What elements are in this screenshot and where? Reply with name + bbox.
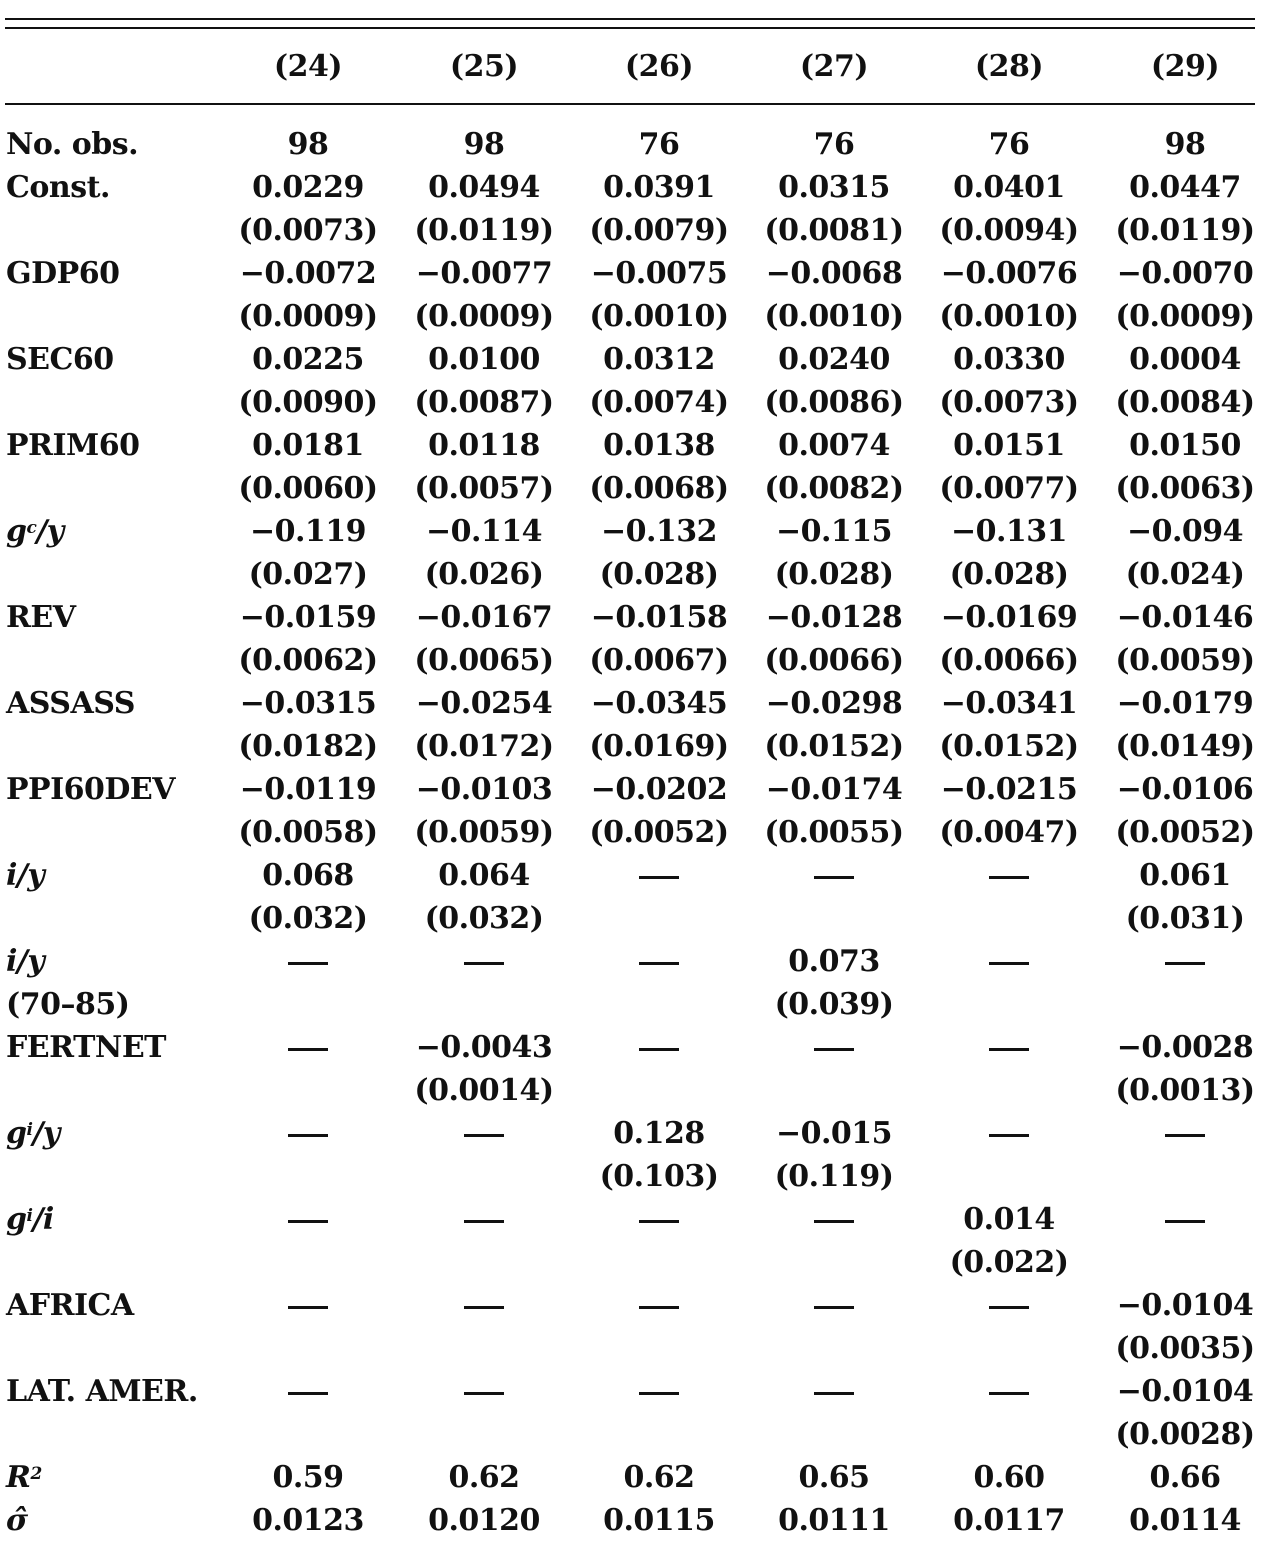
standard-error: (0.032): [424, 901, 544, 936]
row-label: [6, 945, 44, 979]
coefficient: −0.114: [425, 514, 543, 549]
standard-error: (0.0152): [939, 729, 1079, 764]
coefficient: −0.0345: [590, 686, 728, 721]
coefficient: 0.0114: [1129, 1503, 1241, 1538]
empty-cell-dash: [639, 1048, 679, 1051]
row-label-text: PRIM60: [6, 428, 140, 463]
coefficient: 0.061: [1139, 858, 1231, 893]
empty-cell-dash: [814, 1048, 854, 1051]
coefficient: −0.0174: [765, 772, 903, 807]
standard-error: (0.0063): [1115, 471, 1255, 506]
coefficient: 0.0117: [953, 1503, 1065, 1538]
empty-cell-dash: [814, 1306, 854, 1309]
standard-error: (0.0084): [1115, 385, 1255, 420]
standard-error: (0.028): [599, 557, 719, 592]
standard-error: (0.031): [1125, 901, 1245, 936]
standard-error: (0.0079): [589, 213, 729, 248]
row-label-text: GDP60: [6, 256, 120, 291]
standard-error: (0.0009): [414, 299, 554, 334]
standard-error: (0.0035): [1115, 1331, 1255, 1366]
row-label-text: R: [6, 1460, 31, 1495]
coefficient: 0.0150: [1129, 428, 1241, 463]
coefficient: −0.0169: [940, 600, 1078, 635]
coefficient: 0.0494: [428, 170, 540, 205]
row-label-text: REV: [6, 600, 76, 635]
row-label-text: g: [6, 1202, 27, 1237]
row-label: [6, 1504, 28, 1538]
coefficient: 0.0118: [428, 428, 540, 463]
empty-cell-dash: [989, 1134, 1029, 1137]
coefficient: 76: [638, 127, 680, 162]
coefficient: −0.0076: [940, 256, 1078, 291]
coefficient: 0.65: [798, 1460, 870, 1495]
row-label-text: σ̂: [6, 1503, 28, 1538]
standard-error: (0.0052): [589, 815, 729, 850]
coefficient: 0.59: [272, 1460, 344, 1495]
coefficient: 0.0120: [428, 1503, 540, 1538]
coefficient: −0.0072: [239, 256, 377, 291]
standard-error: (0.0182): [238, 729, 378, 764]
empty-cell-dash: [989, 1048, 1029, 1051]
coefficient: 76: [988, 127, 1030, 162]
empty-cell-dash: [1165, 1220, 1205, 1223]
coefficient: 0.0111: [778, 1503, 890, 1538]
coefficient: −0.0128: [765, 600, 903, 635]
row-label-superscript: 2: [30, 1464, 42, 1484]
row-label-superscript: c: [26, 518, 37, 538]
standard-error: (0.0065): [414, 643, 554, 678]
coefficient: 0.62: [448, 1460, 520, 1495]
coefficient: 0.0151: [953, 428, 1065, 463]
coefficient: −0.0202: [590, 772, 728, 807]
standard-error: (0.0074): [589, 385, 729, 420]
standard-error: (0.0077): [939, 471, 1079, 506]
empty-cell-dash: [639, 962, 679, 965]
standard-error: (0.103): [599, 1159, 719, 1194]
coefficient: 0.0229: [252, 170, 364, 205]
coefficient: −0.0028: [1116, 1030, 1254, 1065]
row-label-text: SEC60: [6, 342, 114, 377]
coefficient: −0.0146: [1116, 600, 1254, 635]
row-label: [6, 1203, 54, 1237]
row-label: [6, 1117, 60, 1151]
standard-error: (0.0094): [939, 213, 1079, 248]
standard-error: (0.119): [774, 1159, 894, 1194]
coefficient: 0.014: [963, 1202, 1055, 1237]
standard-error: (0.0028): [1115, 1417, 1255, 1452]
standard-error: (0.0090): [238, 385, 378, 420]
coefficient: 0.66: [1149, 1460, 1221, 1495]
standard-error: (0.027): [248, 557, 368, 592]
row-label-text: LAT. AMER.: [6, 1374, 198, 1409]
coefficient: −0.0167: [415, 600, 553, 635]
row-label: [6, 687, 135, 721]
coefficient: 0.62: [623, 1460, 695, 1495]
empty-cell-dash: [814, 876, 854, 879]
coefficient: −0.0103: [415, 772, 553, 807]
coefficient: −0.0298: [765, 686, 903, 721]
coefficient: 0.0391: [603, 170, 715, 205]
standard-error: (0.0086): [764, 385, 904, 420]
coefficient: 0.073: [788, 944, 880, 979]
column-header: (26): [624, 49, 694, 84]
coefficient: −0.0104: [1116, 1374, 1254, 1409]
coefficient: 0.128: [613, 1116, 705, 1151]
coefficient: 98: [1164, 127, 1206, 162]
row-label-text: No. obs.: [6, 127, 139, 162]
row-label: [6, 429, 139, 463]
standard-error: (0.0058): [238, 815, 378, 850]
coefficient: −0.094: [1126, 514, 1244, 549]
coefficient: −0.131: [950, 514, 1068, 549]
coefficient: 0.0240: [778, 342, 890, 377]
standard-error: (0.022): [949, 1245, 1069, 1280]
row-label-suffix: /y: [36, 514, 64, 549]
row-label-text: AFRICA: [6, 1288, 134, 1323]
standard-error: (0.0169): [589, 729, 729, 764]
row-label-line2: (70–85): [6, 987, 130, 1022]
standard-error: (0.0010): [589, 299, 729, 334]
coefficient: 0.0138: [603, 428, 715, 463]
row-label: [6, 1461, 42, 1495]
coefficient: 0.0123: [252, 1503, 364, 1538]
empty-cell-dash: [814, 1220, 854, 1223]
empty-cell-dash: [464, 1220, 504, 1223]
standard-error: (0.0059): [1115, 643, 1255, 678]
coefficient: 0.0100: [428, 342, 540, 377]
coefficient: −0.0315: [239, 686, 377, 721]
standard-error: (0.0119): [414, 213, 554, 248]
row-label: [6, 1375, 198, 1409]
empty-cell-dash: [814, 1392, 854, 1395]
standard-error: (0.0068): [589, 471, 729, 506]
coefficient: −0.132: [600, 514, 718, 549]
coefficient: −0.0068: [765, 256, 903, 291]
coefficient: 76: [813, 127, 855, 162]
empty-cell-dash: [1165, 1134, 1205, 1137]
empty-cell-dash: [639, 1392, 679, 1395]
standard-error: (0.0172): [414, 729, 554, 764]
column-header: (27): [799, 49, 869, 84]
standard-error: (0.024): [1125, 557, 1245, 592]
column-header: (25): [449, 49, 519, 84]
standard-error: (0.0082): [764, 471, 904, 506]
row-label-text: PPI60DEV: [6, 772, 176, 807]
standard-error: (0.0057): [414, 471, 554, 506]
coefficient: −0.0075: [590, 256, 728, 291]
column-header: (28): [974, 49, 1044, 84]
standard-error: (0.0009): [1115, 299, 1255, 334]
coefficient: −0.0077: [415, 256, 553, 291]
coefficient: −0.015: [775, 1116, 893, 1151]
top-rule-1: [5, 18, 1255, 20]
standard-error: (0.0149): [1115, 729, 1255, 764]
empty-cell-dash: [288, 1306, 328, 1309]
coefficient: 98: [287, 127, 329, 162]
coefficient: −0.0043: [415, 1030, 553, 1065]
coefficient: −0.0159: [239, 600, 377, 635]
row-label: [6, 773, 175, 807]
empty-cell-dash: [639, 1220, 679, 1223]
standard-error: (0.039): [774, 987, 894, 1022]
row-label-suffix: /y: [32, 1116, 60, 1151]
coefficient: 0.0401: [953, 170, 1065, 205]
coefficient: −0.0106: [1116, 772, 1254, 807]
coefficient: 0.0074: [778, 428, 890, 463]
empty-cell-dash: [989, 1306, 1029, 1309]
empty-cell-dash: [288, 1134, 328, 1137]
standard-error: (0.0087): [414, 385, 554, 420]
row-label-text: g: [6, 514, 27, 549]
standard-error: (0.0066): [764, 643, 904, 678]
standard-error: (0.0060): [238, 471, 378, 506]
coefficient: 0.0315: [778, 170, 890, 205]
coefficient: 0.0312: [603, 342, 715, 377]
standard-error: (0.0073): [939, 385, 1079, 420]
coefficient: −0.0254: [415, 686, 553, 721]
row-label: [6, 859, 44, 893]
row-label-text: ASSASS: [6, 686, 135, 721]
coefficient: −0.115: [775, 514, 893, 549]
row-label-text: Const.: [6, 170, 110, 205]
standard-error: (0.0059): [414, 815, 554, 850]
coefficient: 0.0115: [603, 1503, 715, 1538]
row-label-superscript: i: [26, 1206, 33, 1226]
standard-error: (0.0066): [939, 643, 1079, 678]
row-label: [6, 1289, 134, 1323]
empty-cell-dash: [989, 1392, 1029, 1395]
coefficient: −0.119: [249, 514, 367, 549]
row-label: [6, 343, 114, 377]
row-label-text: g: [6, 1116, 27, 1151]
standard-error: (0.0052): [1115, 815, 1255, 850]
standard-error: (0.028): [949, 557, 1069, 592]
row-label-suffix: /i: [32, 1202, 54, 1237]
standard-error: (0.0010): [939, 299, 1079, 334]
empty-cell-dash: [464, 1392, 504, 1395]
row-label: [6, 1031, 166, 1065]
coefficient: 0.068: [262, 858, 354, 893]
empty-cell-dash: [639, 1306, 679, 1309]
standard-error: (0.0014): [414, 1073, 554, 1108]
column-header: (29): [1150, 49, 1220, 84]
empty-cell-dash: [1165, 962, 1205, 965]
empty-cell-dash: [288, 962, 328, 965]
row-label-text: FERTNET: [6, 1030, 167, 1065]
standard-error: (0.0055): [764, 815, 904, 850]
empty-cell-dash: [288, 1392, 328, 1395]
standard-error: (0.0047): [939, 815, 1079, 850]
empty-cell-dash: [464, 1134, 504, 1137]
row-label-superscript: i: [26, 1120, 33, 1140]
standard-error: (0.0152): [764, 729, 904, 764]
coefficient: 0.0181: [252, 428, 364, 463]
header-rule: [5, 103, 1255, 105]
coefficient: 0.064: [438, 858, 530, 893]
coefficient: −0.0070: [1116, 256, 1254, 291]
row-label: [6, 171, 110, 205]
coefficient: −0.0158: [590, 600, 728, 635]
coefficient: −0.0341: [940, 686, 1078, 721]
standard-error: (0.0081): [764, 213, 904, 248]
coefficient: −0.0215: [940, 772, 1078, 807]
empty-cell-dash: [464, 962, 504, 965]
empty-cell-dash: [989, 876, 1029, 879]
coefficient: 0.0330: [953, 342, 1065, 377]
row-label-text: i/y: [6, 858, 45, 893]
coefficient: −0.0104: [1116, 1288, 1254, 1323]
coefficient: 0.60: [973, 1460, 1045, 1495]
column-header: (24): [273, 49, 343, 84]
coefficient: 0.0004: [1129, 342, 1241, 377]
coefficient: 0.0225: [252, 342, 364, 377]
row-label-text: i/y: [6, 944, 45, 979]
empty-cell-dash: [989, 962, 1029, 965]
standard-error: (0.0073): [238, 213, 378, 248]
coefficient: 98: [463, 127, 505, 162]
standard-error: (0.0062): [238, 643, 378, 678]
empty-cell-dash: [639, 876, 679, 879]
coefficient: −0.0179: [1116, 686, 1254, 721]
standard-error: (0.0010): [764, 299, 904, 334]
row-label: [6, 601, 76, 635]
standard-error: (0.032): [248, 901, 368, 936]
standard-error: (0.026): [424, 557, 544, 592]
standard-error: (0.0119): [1115, 213, 1255, 248]
row-label: [6, 515, 64, 549]
standard-error: (0.0013): [1115, 1073, 1255, 1108]
empty-cell-dash: [288, 1220, 328, 1223]
row-label: [6, 257, 119, 291]
standard-error: (0.0009): [238, 299, 378, 334]
coefficient: −0.0119: [239, 772, 377, 807]
empty-cell-dash: [288, 1048, 328, 1051]
row-label: [6, 128, 138, 162]
top-rule-2: [5, 27, 1255, 29]
standard-error: (0.0067): [589, 643, 729, 678]
coefficient: 0.0447: [1129, 170, 1241, 205]
empty-cell-dash: [464, 1306, 504, 1309]
standard-error: (0.028): [774, 557, 894, 592]
